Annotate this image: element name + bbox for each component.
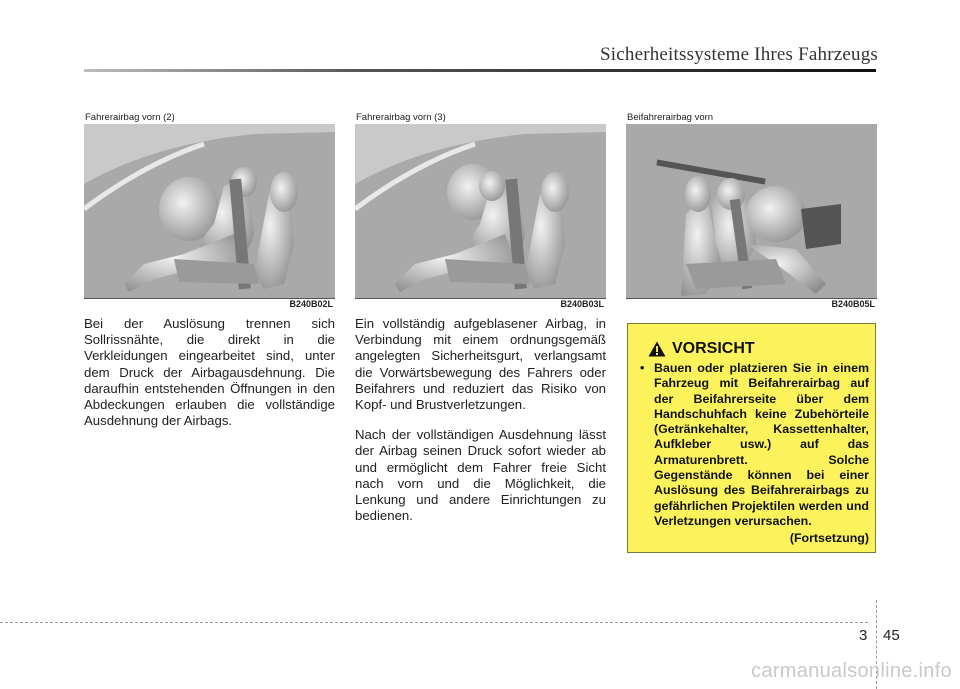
- airbag-illustration: [355, 124, 606, 298]
- paragraph: Ein vollständig aufgeblasener Airbag, in Verbindung mit einem ordnungsgemäß angelegten Sicherheitsgurt, verlangsamt die Vorwärtsbewegung des Fahrers oder Beifahrers und reduziert das Risiko von Kopf- und Brustverletzungen.: [355, 316, 606, 413]
- figure-code: B240B03L: [560, 299, 604, 309]
- figure-code: B240B05L: [831, 299, 875, 309]
- figure-passenger-airbag: [626, 112, 877, 309]
- caution-text: Bauen oder platzieren Sie in einem Fahrzeug mit Beifahrerairbag auf der Beifahrerseite über dem Handschuhfach keine Zubehörteile (Getränkehalter, Kassettenhalter, Aufkleber usw.) auf das Armaturenbrett. Solche Gegenstände können bei einer Auslösung des Beifahrerairbags zu gefährlichen Projektilen werden und Verletzungen verursachen.: [654, 361, 869, 528]
- paragraph: Bei der Auslösung trennen sich Sollrissnähte, die direkt in die Verkleidungen eingearbeitet sind, unter dem Druck der Airbagausdehnung. Die daraufhin entstehenden Öffnungen in den Abdeckungen erlauben die vollständige Ausdehnung der Airbags.: [84, 316, 335, 429]
- figure-driver-airbag-3: [355, 112, 606, 309]
- paragraph: Nach der vollständigen Ausdehnung lässt der Airbag seinen Druck sofort wieder ab und ermöglicht dem Fahrer freie Sicht nach vorn und die Möglichkeit, die Lenkung und andere Einrichtungen zu bedienen.: [355, 427, 606, 524]
- figure-code: B240B02L: [289, 299, 333, 309]
- page-number: 45: [883, 627, 900, 644]
- airbag-illustration: [84, 124, 335, 298]
- caution-title: VORSICHT: [672, 340, 755, 357]
- caution-body: [640, 361, 869, 547]
- bullet: •: [640, 361, 645, 375]
- header-rule: [84, 69, 876, 72]
- airbag-illustration: [626, 124, 877, 298]
- section-title: Sicherheitssysteme Ihres Fahrzeugs: [599, 44, 878, 65]
- caution-heading: [648, 340, 755, 358]
- figure-illustration: [626, 124, 877, 298]
- figure-caption: Fahrerairbag vorn (2): [85, 112, 175, 123]
- figure-caption: Fahrerairbag vorn (3): [356, 112, 446, 123]
- watermark: carmanualsonline.info: [751, 660, 952, 682]
- caution-box: [627, 323, 876, 553]
- text-column-2: [355, 316, 606, 538]
- figure-caption: Beifahrerairbag vorn: [627, 112, 714, 123]
- figure-illustration: [355, 124, 606, 298]
- figure-driver-airbag-2: [84, 112, 335, 309]
- continued-label: (Fortsetzung): [789, 531, 869, 546]
- footer-rule: [0, 622, 868, 623]
- chapter-number: 3: [859, 627, 868, 644]
- caution-item: [640, 361, 869, 529]
- figure-illustration: [84, 124, 335, 298]
- warning-triangle-icon: [648, 341, 666, 357]
- text-column-1: [84, 316, 335, 443]
